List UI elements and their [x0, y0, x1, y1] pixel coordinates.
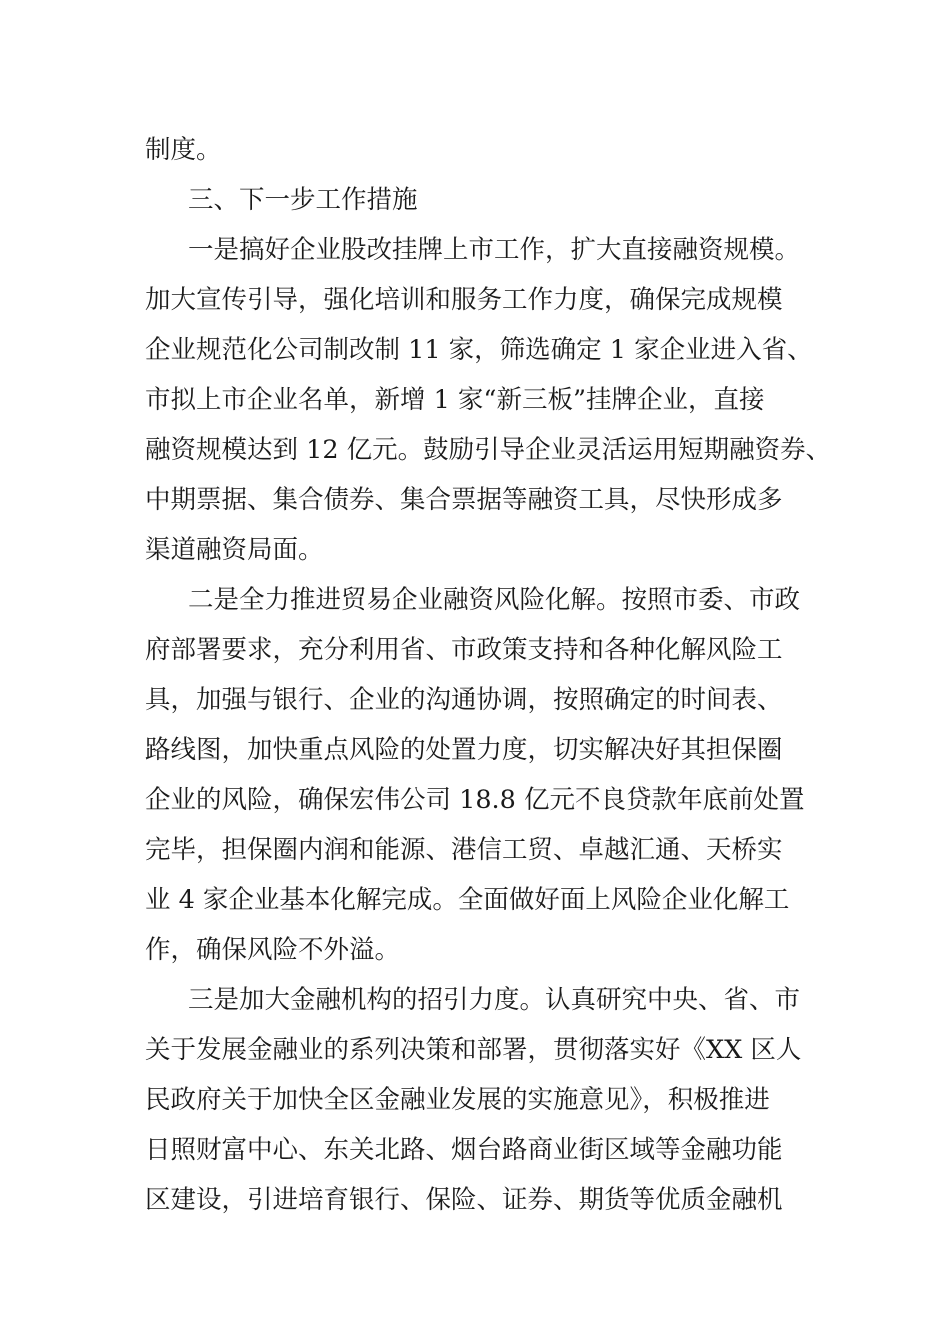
text-line-16: 业 4 家企业基本化解完成。全面做好面上风险企业化解工 [145, 885, 790, 915]
text-line-7: 融资规模达到 12 亿元。鼓励引导企业灵活运用短期融资券、 [145, 435, 832, 465]
text-line-3: 一是搞好企业股改挂牌上市工作，扩大直接融资规模。 [188, 235, 801, 265]
text-line-4: 加大宣传引导，强化培训和服务工作力度，确保完成规模 [145, 285, 783, 315]
text-line-20: 民政府关于加快全区金融业发展的实施意见》，积极推进 [145, 1085, 770, 1115]
text-line-19: 关于发展金融业的系列决策和部署，贯彻落实好《XX 区人 [145, 1035, 802, 1065]
text-line-12: 具，加强与银行、企业的沟通协调，按照确定的时间表、 [145, 685, 783, 715]
text-line-18: 三是加大金融机构的招引力度。认真研究中央、省、市 [188, 985, 801, 1015]
text-line-5: 企业规范化公司制改制 11 家，筛选确定 1 家企业进入省、 [145, 335, 813, 365]
text-line-6: 市拟上市企业名单，新增 1 家“新三板”挂牌企业，直接 [145, 385, 765, 415]
text-line-11: 府部署要求，充分利用省、市政策支持和各种化解风险工 [145, 635, 783, 665]
text-line-1: 制度。 [145, 135, 222, 165]
text-line-10: 二是全力推进贸易企业融资风险化解。按照市委、市政 [188, 585, 801, 615]
text-line-9: 渠道融资局面。 [145, 535, 324, 565]
text-line-14: 企业的风险，确保宏伟公司 18.8 亿元不良贷款年底前处置 [145, 785, 805, 815]
text-line-15: 完毕，担保圈内润和能源、港信工贸、卓越汇通、天桥实 [145, 835, 783, 865]
text-line-22: 区建设，引进培育银行、保险、证券、期货等优质金融机 [145, 1185, 783, 1215]
text-line-8: 中期票据、集合债券、集合票据等融资工具，尽快形成多 [145, 485, 783, 515]
section-heading: 三、下一步工作措施 [188, 185, 418, 215]
text-line-17: 作，确保风险不外溢。 [145, 935, 401, 965]
text-line-21: 日照财富中心、东关北路、烟台路商业街区域等金融功能 [145, 1135, 783, 1165]
text-line-13: 路线图，加快重点风险的处置力度，切实解决好其担保圈 [145, 735, 783, 765]
